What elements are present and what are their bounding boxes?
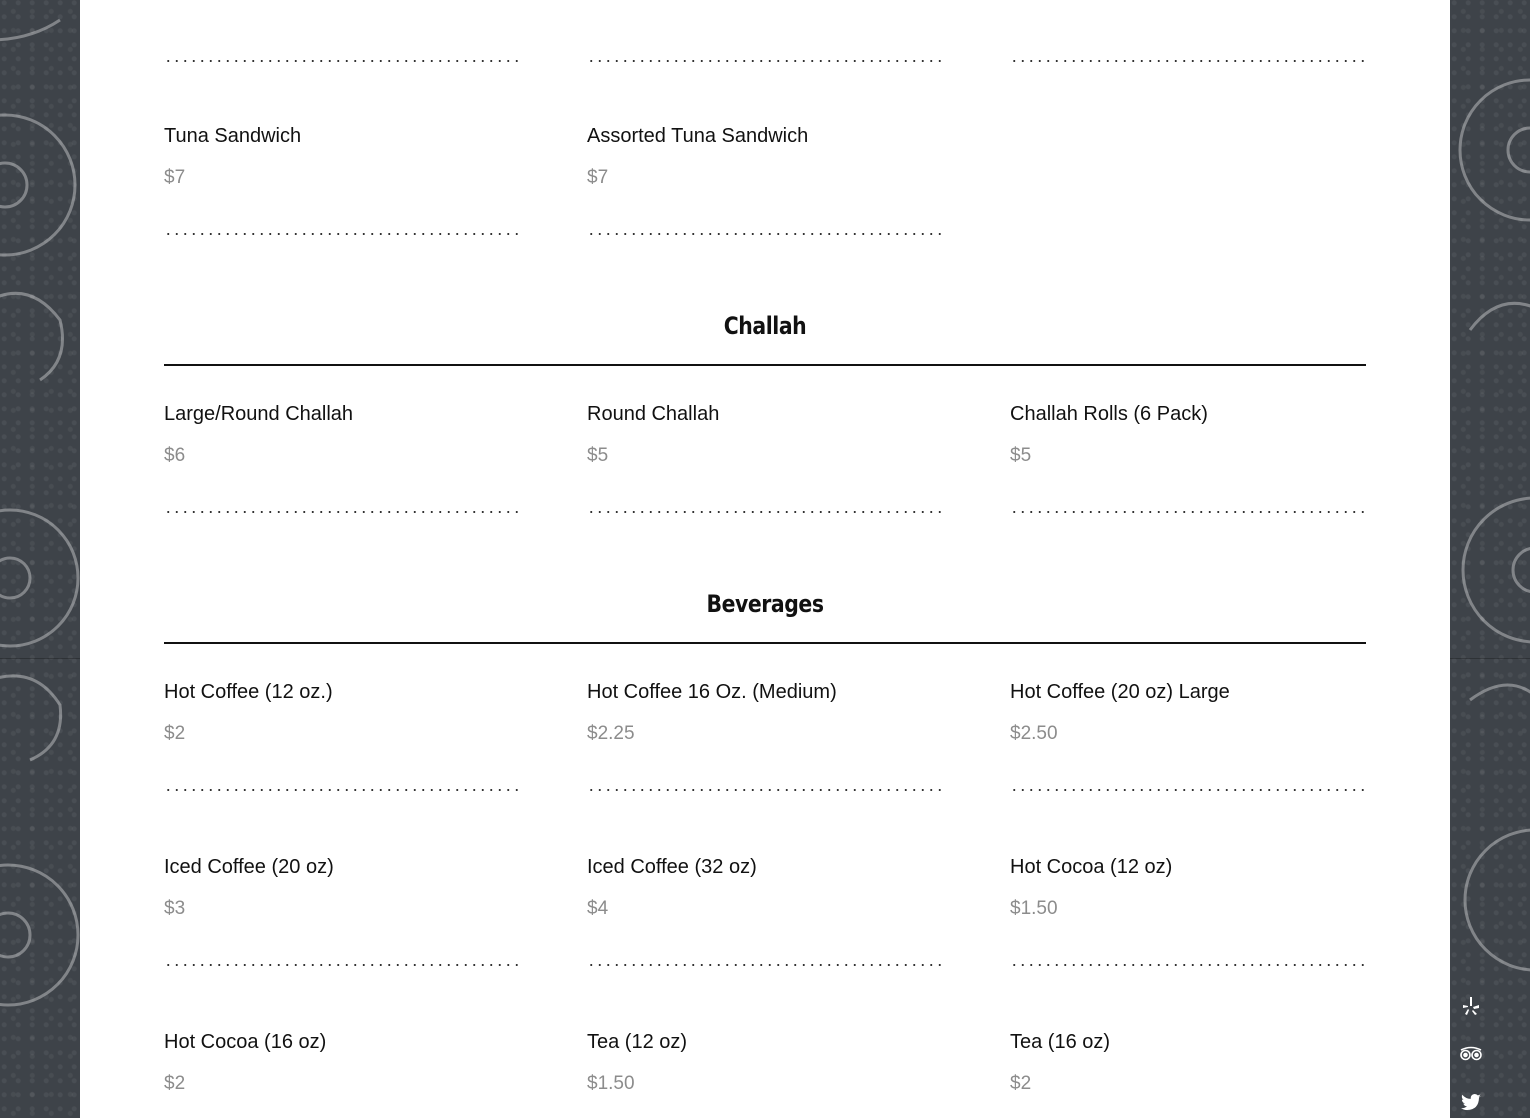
item-divider <box>164 233 522 235</box>
item-name: Hot Cocoa (16 oz) <box>164 1031 327 1053</box>
menu-item <box>164 400 524 520</box>
item-price: $2 <box>1010 1073 1032 1094</box>
item-name: Large/Round Challah <box>164 403 354 425</box>
menu-item <box>587 400 947 520</box>
yelp-icon[interactable] <box>1458 993 1484 1019</box>
menu-item <box>1010 0 1370 82</box>
background-pattern-right <box>1450 0 1530 1118</box>
item-divider <box>587 511 945 513</box>
item-name: Hot Coffee (20 oz) Large <box>1010 681 1230 703</box>
menu-item <box>1010 1028 1370 1118</box>
item-name: Iced Coffee (20 oz) <box>164 856 334 878</box>
item-divider <box>164 511 522 513</box>
item-price: $3 <box>164 898 186 919</box>
item-price: $5 <box>587 445 609 466</box>
item-price: $4 <box>587 898 609 919</box>
item-price: $7 <box>587 167 609 188</box>
item-price: $1.50 <box>1010 898 1058 919</box>
item-name: Tea (16 oz) <box>1010 1031 1111 1053</box>
item-divider <box>587 233 945 235</box>
menu-panel <box>80 0 1450 1118</box>
item-name: Round Challah <box>587 403 720 425</box>
menu-item <box>164 678 524 798</box>
item-name: Hot Coffee 16 Oz. (Medium) <box>587 681 837 703</box>
menu-item <box>1010 853 1370 973</box>
menu-item <box>587 853 947 973</box>
background-pattern-left <box>0 0 80 1118</box>
menu-item <box>1010 678 1370 798</box>
tripadvisor-icon[interactable] <box>1458 1041 1484 1067</box>
section-title-beverages: Beverages <box>706 590 824 618</box>
menu-item <box>587 0 947 82</box>
item-price: $5 <box>1010 445 1032 466</box>
section-rule <box>164 364 1366 366</box>
menu-item <box>587 122 947 242</box>
item-price: $2.25 <box>587 723 635 744</box>
menu-item <box>1010 400 1370 520</box>
menu-item <box>164 853 524 973</box>
item-name: Challah Rolls (6 Pack) <box>1010 403 1208 425</box>
item-divider <box>1010 789 1368 791</box>
twitter-icon[interactable] <box>1458 1089 1484 1115</box>
item-name: Iced Coffee (32 oz) <box>587 856 757 878</box>
item-divider <box>1010 964 1368 966</box>
item-name: Tuna Sandwich <box>164 125 302 147</box>
menu-item <box>164 1028 524 1118</box>
item-price: $6 <box>164 445 186 466</box>
item-divider <box>164 60 522 62</box>
item-price: $7 <box>164 167 186 188</box>
item-price: $2.50 <box>1010 723 1058 744</box>
menu-item <box>164 0 524 82</box>
item-divider <box>164 964 522 966</box>
item-name: Hot Cocoa (12 oz) <box>1010 856 1173 878</box>
item-name: Hot Coffee (12 oz.) <box>164 681 333 703</box>
item-divider <box>587 60 945 62</box>
item-divider <box>1010 60 1368 62</box>
item-divider <box>587 789 945 791</box>
item-price: $2 <box>164 1073 186 1094</box>
item-divider <box>587 964 945 966</box>
menu-item <box>587 1028 947 1118</box>
section-title-challah: Challah <box>723 312 807 340</box>
section-rule <box>164 642 1366 644</box>
item-price: $1.50 <box>587 1073 635 1094</box>
menu-item <box>164 122 524 242</box>
item-name: Assorted Tuna Sandwich <box>587 125 809 147</box>
item-divider <box>164 789 522 791</box>
menu-item <box>587 678 947 798</box>
item-name: Tea (12 oz) <box>587 1031 688 1053</box>
item-price: $2 <box>164 723 186 744</box>
item-divider <box>1010 511 1368 513</box>
